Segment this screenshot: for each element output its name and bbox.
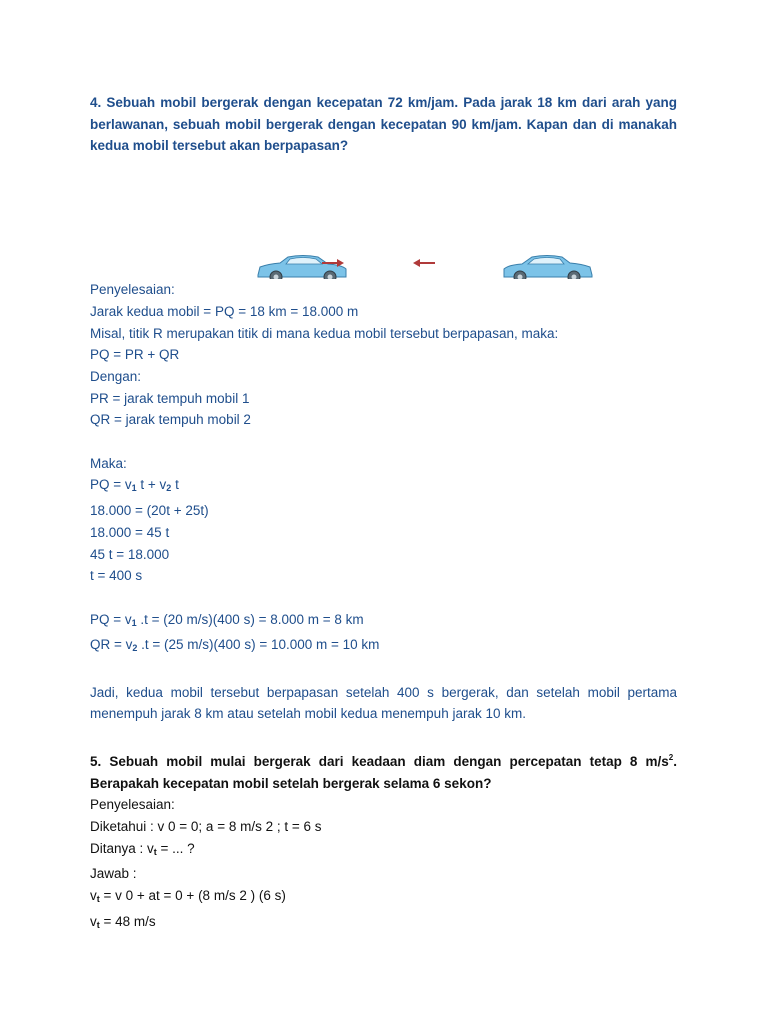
equation-3: 18.000 = 45 t: [90, 524, 170, 540]
equation-1: PQ = $v_1$ $t + v_2$ t: [90, 477, 179, 494]
solution-label-5: Penyelesaian:: [90, 797, 175, 813]
known-values: Diketahui : v 0 = 0; a = 8 m/s 2 ; t = 6 s: [90, 818, 322, 834]
solution-4-line-5: PR = jarak tempuh mobil 1: [90, 390, 250, 406]
solution-4-line-3: PQ = PR + QR: [90, 347, 180, 363]
solution-4-line-4: Dengan:: [90, 368, 142, 384]
answer-label: Jawab :: [90, 866, 137, 882]
solution-4-line-1: Jarak kedua mobil = PQ = 18 km = 18.000 m: [90, 303, 359, 319]
arrow-left-icon: [413, 259, 435, 267]
answer-line-1: $v_t = v$ 0 + at = 0 + (8 m/s 2 ) (6 s): [90, 888, 286, 905]
equation-5: t = 400 s: [90, 568, 143, 584]
solution-4-line-6: QR = jarak tempuh mobil 2: [90, 412, 251, 428]
answer-line-2: $v_t = 48$ m/s: [90, 913, 156, 930]
equation-4: 45 t = 18.000: [90, 546, 170, 562]
solution-label-4: Penyelesaian:: [90, 282, 175, 298]
maka-label: Maka:: [90, 455, 127, 471]
car-p-icon: [258, 256, 346, 280]
qr-result: QR = $v_2$ .t = (25 m/s)(400 s) = 10.000 m = 10 km: [90, 637, 380, 654]
document-page: [90, 92, 677, 936]
pq-result: PQ = $v_1$ .t = (20 m/s)(400 s) = 8.000 m = 8 km: [90, 611, 364, 628]
conclusion-4: Jadi, kedua mobil tersebut berpapasan setelah 400 s bergerak, dan setelah mobil pertama menempuh jarak 8 km atau setelah mobil kedua menempuh jarak 10 km.: [90, 684, 677, 722]
asked-value: Ditanya : $v_t$ = ... ?: [90, 840, 195, 857]
cars-diagram: [90, 157, 677, 279]
equation-2: 18.000 = (20t + 25t): [90, 503, 209, 519]
problem-4-question: 4. Sebuah mobil bergerak dengan kecepatan 72 km/jam. Pada jarak 18 km dari arah yang berlawanan, sebuah mobil bergerak dengan kecepatan 90 km/jam. Kapan dan di manakah kedua mobil tersebut akan berpapasan?: [90, 95, 677, 154]
car-q-icon: [504, 256, 592, 280]
solution-4-line-2: Misal, titik R merupakan titik di mana kedua mobil tersebut berpapasan, maka:: [90, 325, 559, 341]
problem-5-question: 5. Sebuah mobil mulai bergerak dari keadaan diam dengan percepatan tetap 8 $m/s^2$. Berapakah kecepatan mobil setelah bergerak selama 6 sekon?: [90, 752, 677, 791]
